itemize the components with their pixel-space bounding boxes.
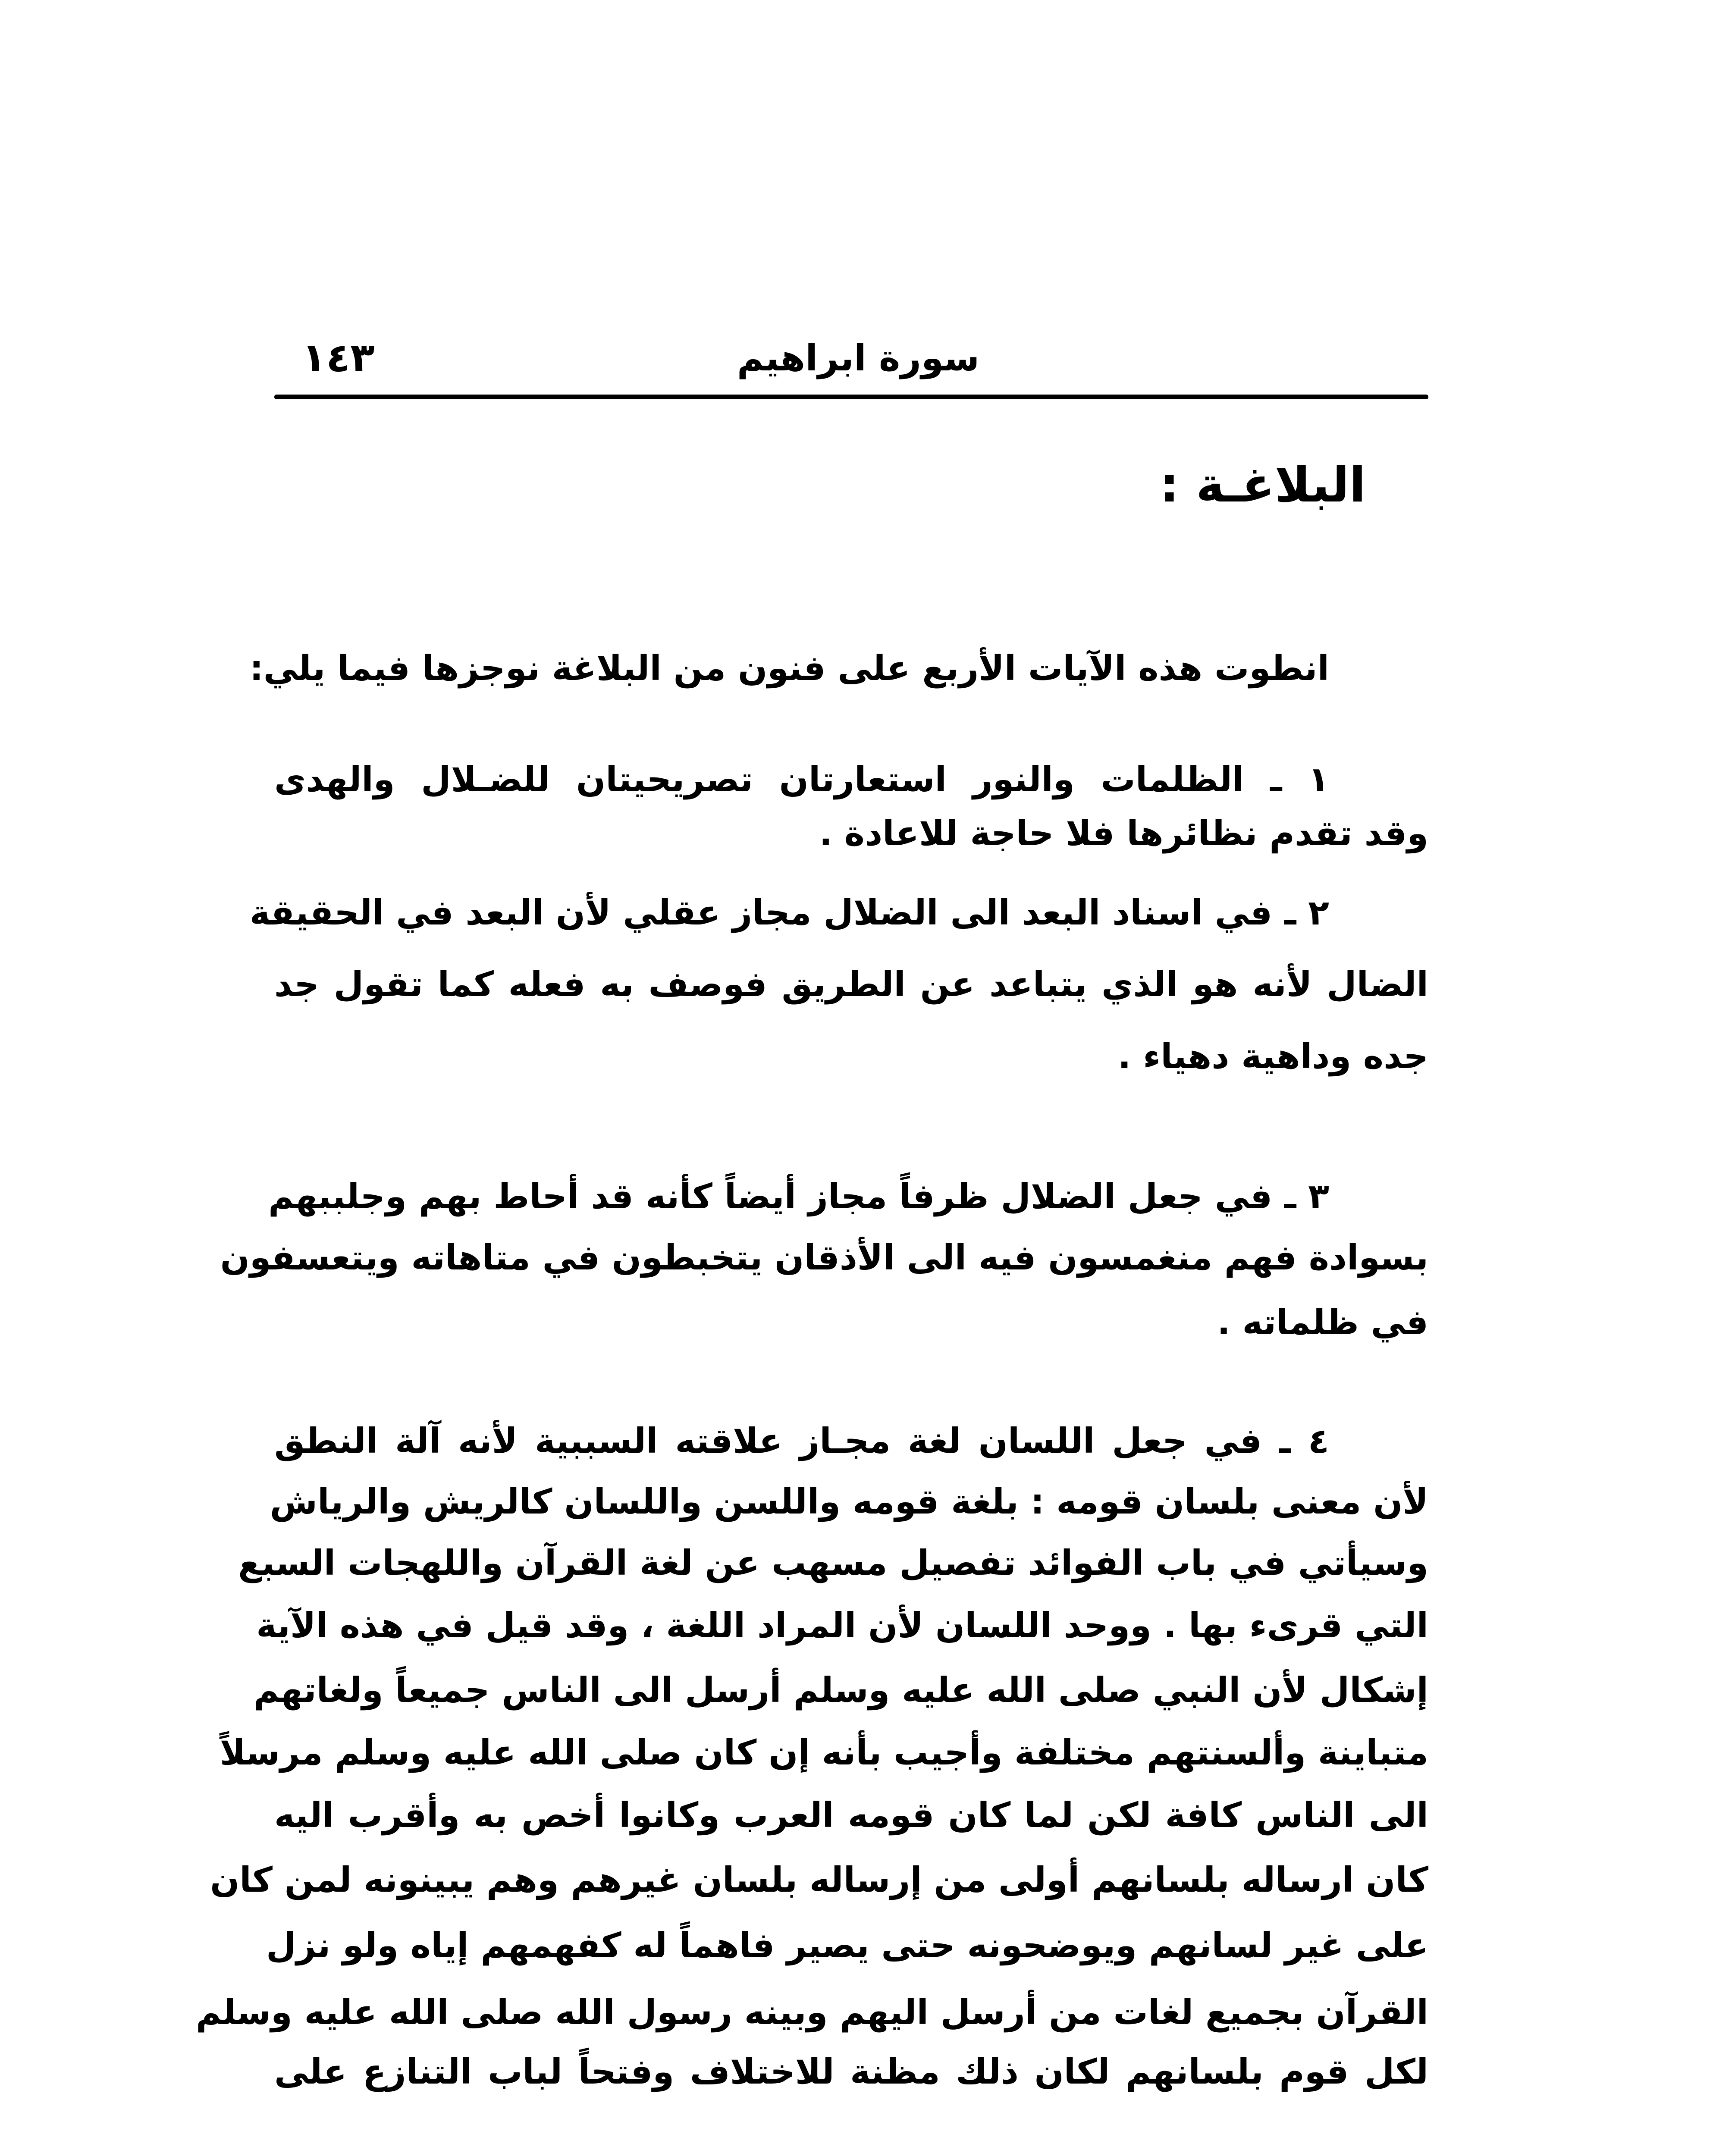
paragraph-4-line: بسوادة فهم منغمسون فيه الى الأذقان يتخبطون في متاهاته ويتعسفون	[220, 1238, 1428, 1278]
paragraph-2-line: وقد تقدم نظائرها فلا حاجة للاعادة .	[819, 813, 1428, 853]
paragraph-3-line: ٢ ـ في اسناد البعد الى الضلال مجاز عقلي لأن البعد في الحقيقة	[249, 893, 1329, 933]
paragraph-5-line: ٤ ـ في جعل اللسان لغة مجـاز علاقته السببية لأنه آلة النطق	[274, 1421, 1329, 1461]
paragraph-5-line: إشكال لأن النبي صلى الله عليه وسلم أرسل الى الناس جميعاً ولغاتهم	[254, 1670, 1428, 1710]
paragraph-5-line: لأن معنى بلسان قومه : بلغة قومه واللسن واللسان كالريش والرياش	[270, 1482, 1428, 1522]
paragraph-5-line: لكل قوم بلسانهم لكان ذلك مظنة للاختلاف وفتحاً لباب التنازع على	[274, 2052, 1428, 2092]
paragraph-5-line: الى الناس كافة لكن لما كان قومه العرب وكانوا أخص به وأقرب اليه	[274, 1795, 1428, 1835]
paragraph-5-line: التي قرىء بها . ووحد اللسان لأن المراد اللغة ، وقد قيل في هذه الآية	[256, 1605, 1428, 1645]
paragraph-3-line: الضال لأنه هو الذي يتباعد عن الطريق فوصف به فعله كما تقول جد	[274, 964, 1428, 1004]
running-title: سورة ابراهيم	[737, 337, 980, 379]
paragraph-3-line: جده وداهية دهياء .	[1118, 1036, 1428, 1076]
paragraph-1-line: انطوت هذه الآيات الأربع على فنون من البلاغة نوجزها فيما يلي:	[249, 648, 1329, 688]
paragraph-5-line: وسيأتي في باب الفوائد تفصيل مسهب عن لغة القرآن واللهجات السبع	[238, 1543, 1428, 1583]
paragraph-5-line: القرآن بجميع لغات من أرسل اليهم وبينه رسول الله صلى الله عليه وسلم	[195, 1992, 1428, 2032]
header-divider	[274, 395, 1428, 399]
section-heading: البلاغـة :	[1160, 457, 1366, 513]
paragraph-4-line: ٣ ـ في جعل الضلال ظرفاً مجاز أيضاً كأنه قد أحاط بهم وجلببهم	[268, 1176, 1329, 1216]
paragraph-5-line: متباينة وألسنتهم مختلفة وأجيب بأنه إن كان صلى الله عليه وسلم مرسلاً	[220, 1733, 1428, 1773]
paragraph-2-line: ١ ـ الظلمات والنور استعارتان تصريحيتان للضـلال والهدى	[274, 759, 1329, 799]
page-number: ١٤٣	[302, 335, 375, 381]
paragraph-5-line: كان ارساله بلسانهم أولى من إرساله بلسان غيرهم وهم يبينونه لمن كان	[210, 1860, 1428, 1900]
paragraph-4-line: في ظلماته .	[1217, 1302, 1428, 1342]
paragraph-5-line: على غير لسانهم ويوضحونه حتى يصير فاهماً له كفهمهم إياه ولو نزل	[266, 1925, 1428, 1965]
